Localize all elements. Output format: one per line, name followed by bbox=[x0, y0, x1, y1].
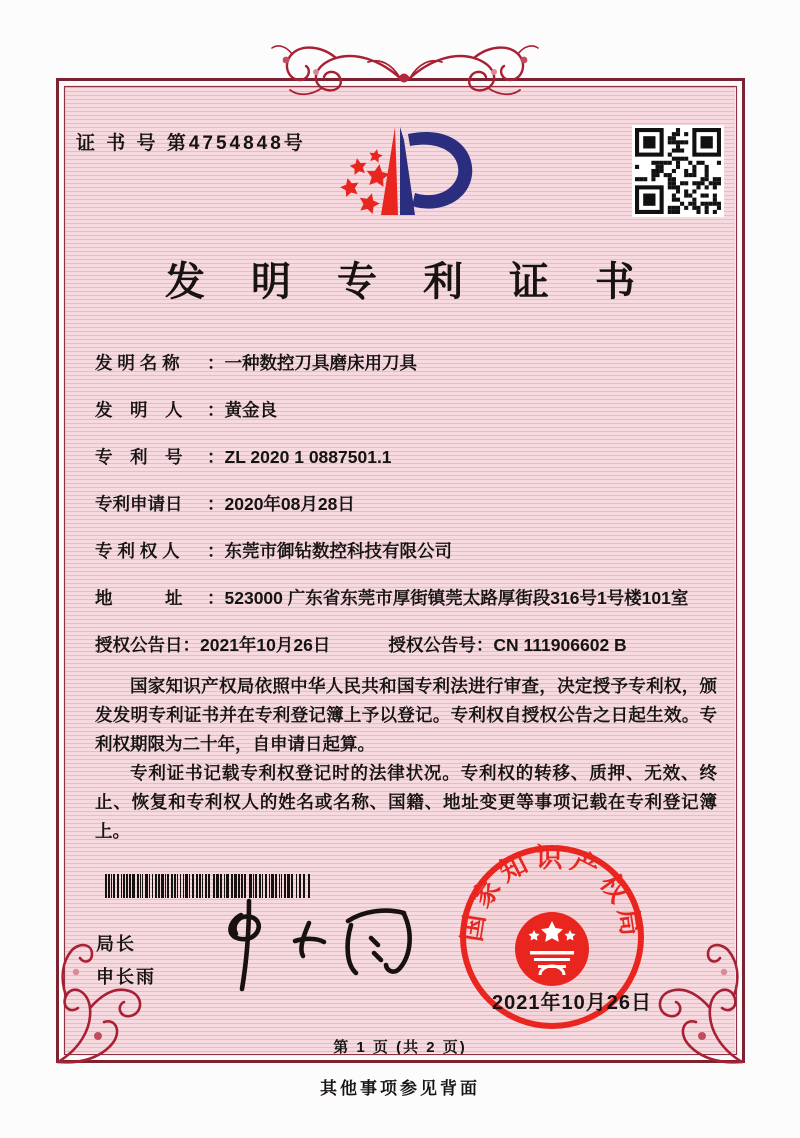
field-value: 一种数控刀具磨床用刀具 bbox=[224, 353, 417, 373]
field-label: 发 明 人 bbox=[95, 400, 183, 420]
grant-date-label: 授权公告日 bbox=[95, 635, 183, 655]
seal-date: 2021年10月26日 bbox=[492, 992, 652, 1014]
grant-number-label: 授权公告号 bbox=[388, 635, 476, 655]
certificate-number: 证 书 号 第4754848号 bbox=[76, 133, 306, 154]
seal-text: 国家知识产权局 bbox=[456, 843, 648, 944]
field-address: 地 址 ： 523000 广东省东莞市厚街镇莞太路厚街段316号1号楼101室 bbox=[95, 587, 720, 609]
officer-block bbox=[96, 928, 156, 994]
field-label: 专 利 号 bbox=[95, 447, 183, 467]
field-list bbox=[95, 352, 720, 656]
field-label: 专 利 权 人 bbox=[95, 541, 180, 561]
field-value: 523000 广东省东莞市厚街镇莞太路厚街段316号1号楼101室 bbox=[224, 588, 689, 608]
field-value: 2020年08月28日 bbox=[224, 494, 355, 514]
field-value: 黄金良 bbox=[224, 400, 277, 420]
logo-red-wedge bbox=[381, 127, 398, 215]
field-label: 地 址 bbox=[95, 588, 183, 608]
legal-paragraph-2: 专利证书记载专利权登记时的法律状况。专利权的转移、质押、无效、终止、恢复和专利权人的姓名或名称、国籍、地址变更等事项记载在专利登记簿上。 bbox=[95, 763, 717, 841]
field-label: 发 明 名 称 bbox=[95, 353, 180, 373]
field-patentee: 专 利 权 人 ： 东莞市御钻数控科技有限公司 bbox=[95, 540, 720, 562]
field-value: 东莞市御钻数控科技有限公司 bbox=[224, 541, 452, 561]
field-value: ZL 2020 1 0887501.1 bbox=[224, 447, 392, 467]
grant-date-value: 2021年10月26日 bbox=[200, 635, 331, 655]
legal-paragraph-1: 国家知识产权局依照中华人民共和国专利法进行审查，决定授予专利权，颁发发明专利证书并在专利登记簿上予以登记。专利权自授权公告之日起生效。专利权期限为二十年，自申请日起算。 bbox=[95, 676, 717, 754]
field-invention-name: 发 明 名 称 ： 一种数控刀具磨床用刀具 bbox=[95, 352, 720, 374]
field-application-date: 专利申请日 ： 2020年08月28日 bbox=[95, 493, 720, 515]
officer-title: 局长 bbox=[96, 934, 136, 954]
legal-text bbox=[95, 672, 717, 846]
field-label: 专利申请日 bbox=[95, 494, 183, 514]
qr-code bbox=[632, 125, 724, 217]
certificate-title: 发 明 专 利 证 书 bbox=[165, 259, 653, 304]
signature bbox=[205, 893, 430, 998]
field-patent-number: 专 利 号 ： ZL 2020 1 0887501.1 bbox=[95, 446, 720, 468]
page-indicator: 第 1 页 (共 2 页) bbox=[333, 1039, 467, 1056]
field-grant-row: 授权公告日 ： 2021年10月26日 授权公告号 ： CN 111906602 B bbox=[95, 635, 627, 655]
grant-number-value: CN 111906602 B bbox=[493, 635, 627, 655]
field-inventor: 发 明 人 ： 黄金良 bbox=[95, 399, 720, 421]
logo-blue-bowl bbox=[408, 132, 472, 209]
seal-national-emblem bbox=[515, 912, 589, 986]
officer-name: 申长雨 bbox=[96, 967, 156, 987]
back-note: 其他事项参见背面 bbox=[320, 1079, 480, 1098]
cnipa-logo bbox=[318, 96, 502, 238]
